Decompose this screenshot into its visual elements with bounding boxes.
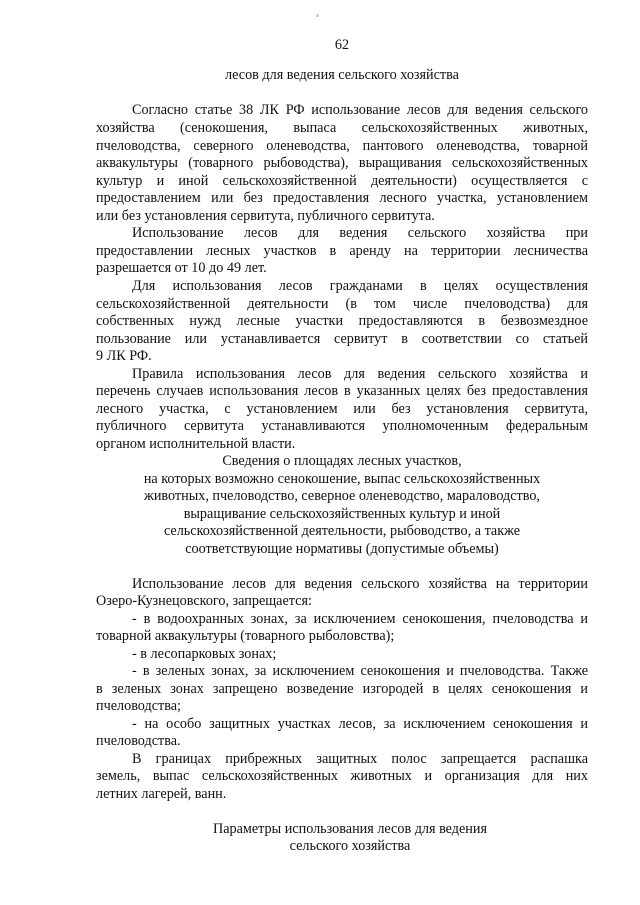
paragraph-line: аквакультуры (товарного рыбоводства), выращивания сельскохозяйственных [96, 155, 588, 171]
restriction-item: пчеловодства; [96, 698, 181, 714]
coastal-line: земель, выпас сельскохозяйственных животных и организация для них [96, 768, 588, 784]
paragraph-line: 9 ЛК РФ. [96, 348, 152, 364]
paragraph-line: Для использования лесов гражданами в целях осуществления [132, 278, 588, 294]
section-heading: лесов для ведения сельского хозяйства [225, 67, 459, 83]
paragraph-line: предоставлении лесных участков в аренду на территории лесничества [96, 243, 588, 259]
info-title-line: выращивание сельскохозяйственных культур и иной [183, 506, 501, 522]
restriction-item: - в зеленых зонах, за исключением сенокошения и пчеловодства. Также [132, 663, 588, 679]
restriction-item: - на особо защитных участках лесов, за исключением сенокошения и [132, 716, 588, 732]
paragraph-line: лесного участка, с установлением или без установления сервитута, [96, 401, 588, 417]
restriction-item: товарной аквакультуры (товарного рыболовства); [96, 628, 395, 644]
restriction-line: Озеро-Кузнецовского, запрещается: [96, 593, 312, 609]
paragraph-line: Согласно статье 38 ЛК РФ использование лесов для ведения сельского [132, 102, 588, 118]
info-title-line: Сведения о площадях лесных участков, [222, 453, 462, 469]
info-title-line: сельскохозяйственной деятельности, рыбоводство, а также [163, 523, 521, 539]
paragraph-line: Правила использования лесов для ведения сельского хозяйства и [132, 366, 588, 382]
paragraph-line: Использование лесов для ведения сельского хозяйства при [132, 225, 588, 241]
paragraph-line: или без установления сервитута, публичного сервитута. [96, 208, 435, 224]
restriction-item: - в водоохранных зонах, за исключением сенокошения, пчеловодства и [132, 611, 588, 627]
info-title-line: на которых возможно сенокошение, выпас сельскохозяйственных [143, 471, 541, 487]
restriction-item: пчеловодства. [96, 733, 181, 749]
paragraph-line: разрешается от 10 до 49 лет. [96, 260, 267, 276]
paragraph-line: предоставлением или без предоставления лесного участка, установлением [96, 190, 588, 206]
paragraph-line: публичного сервитута устанавливаются уполномоченным федеральным [96, 418, 588, 434]
paragraph-line: пчеловодства, северного оленеводства, пантового оленеводства, товарной [96, 138, 588, 154]
paragraph-line: пользование или устанавливается сервитут в соответствии со статьей [96, 331, 588, 347]
paragraph-line: перечень случаев использования лесов в указанных целях без предоставления [96, 383, 588, 399]
restriction-item: в зеленых зонах запрещено возведение изгородей в целях сенокошения и [96, 681, 588, 697]
params-title-line: сельского хозяйства [289, 838, 411, 854]
page-number: 62 [334, 37, 350, 53]
params-title-line: Параметры использования лесов для ведения [212, 821, 488, 837]
restriction-item: - в лесопарковых зонах; [132, 646, 277, 662]
scan-dot [316, 14, 319, 17]
coastal-line: летних лагерей, ванн. [96, 786, 227, 802]
paragraph-line: сельскохозяйственной деятельности (в том числе пчеловодства) для [96, 296, 588, 312]
coastal-line: В границах прибрежных защитных полос запрещается распашка [132, 751, 588, 767]
info-title-line: животных, пчеловодство, северное оленеводство, мараловодство, [144, 488, 540, 504]
restriction-line: Использование лесов для ведения сельского хозяйства на территории [132, 576, 588, 592]
info-title-line: соответствующие нормативы (допустимые объемы) [185, 541, 499, 557]
paragraph-line: культур и иной сельскохозяйственной деятельности) осуществляется с [96, 173, 588, 189]
paragraph-line: хозяйства (сенокошения, выпаса сельскохозяйственных животных, [96, 120, 588, 136]
paragraph-line: органом исполнительной власти. [96, 436, 296, 452]
paragraph-line: собственных нужд лесные участки предоставляются в безвозмездное [96, 313, 588, 329]
